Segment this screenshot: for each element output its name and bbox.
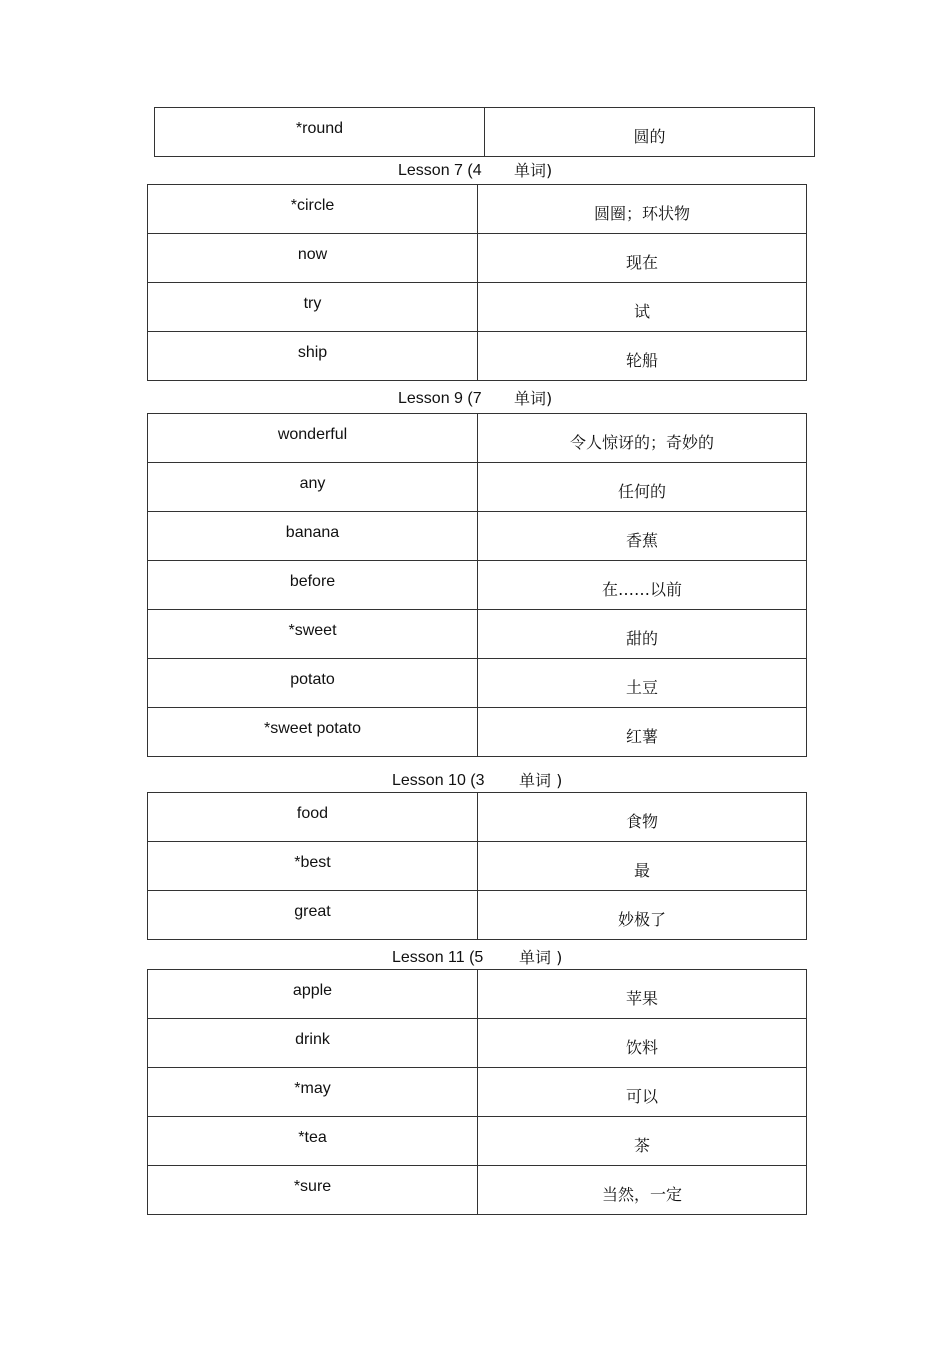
chinese-meaning: 圆圈；环状物 (478, 185, 807, 234)
table-row (155, 108, 815, 157)
english-word: wonderful (148, 414, 478, 463)
table-row (148, 1117, 807, 1166)
table-row (148, 970, 807, 1019)
english-word: *sure (148, 1166, 478, 1215)
english-word: great (148, 891, 478, 940)
vocab-table-lesson-7 (147, 184, 807, 381)
table-row (148, 185, 807, 234)
vocab-table-lesson-10 (147, 792, 807, 940)
lesson-heading-prefix: Lesson 10 (3 (392, 772, 485, 789)
english-word: *tea (148, 1117, 478, 1166)
chinese-meaning: 苹果 (478, 970, 807, 1019)
english-word: banana (148, 512, 478, 561)
table-row (148, 561, 807, 610)
lesson-heading-prefix: Lesson 9 (7 (398, 390, 482, 407)
english-word: *may (148, 1068, 478, 1117)
table-row (148, 891, 807, 940)
english-word: *circle (148, 185, 478, 234)
english-word: ship (148, 332, 478, 381)
table-row (148, 1166, 807, 1215)
chinese-meaning: 试 (478, 283, 807, 332)
vocab-table-lesson-9 (147, 413, 807, 757)
lesson-heading-prefix: Lesson 7 (4 (398, 162, 482, 179)
chinese-meaning: 香蕉 (478, 512, 807, 561)
english-word: *best (148, 842, 478, 891)
english-word: drink (148, 1019, 478, 1068)
chinese-meaning: 任何的 (478, 463, 807, 512)
chinese-meaning: 当然，一定 (478, 1166, 807, 1215)
table-row (148, 512, 807, 561)
lesson-heading-word: 单词 ) (519, 771, 563, 790)
english-word: potato (148, 659, 478, 708)
table-row (148, 793, 807, 842)
chinese-meaning: 最 (478, 842, 807, 891)
english-word: any (148, 463, 478, 512)
chinese-meaning: 食物 (478, 793, 807, 842)
chinese-meaning: 饮料 (478, 1019, 807, 1068)
english-word: try (148, 283, 478, 332)
english-word: before (148, 561, 478, 610)
table-row (148, 1068, 807, 1117)
table-row (148, 283, 807, 332)
table-row (148, 414, 807, 463)
chinese-meaning: 令人惊讶的；奇妙的 (478, 414, 807, 463)
chinese-meaning: 圆的 (485, 108, 815, 157)
english-word: *sweet (148, 610, 478, 659)
table-row (148, 1019, 807, 1068)
table-row (148, 708, 807, 757)
chinese-meaning: 在……以前 (478, 561, 807, 610)
table-row (148, 463, 807, 512)
lesson-heading-prefix: Lesson 11 (5 (392, 949, 484, 966)
lesson-heading-word: 单词) (514, 161, 553, 180)
table-row (148, 234, 807, 283)
table-row (148, 842, 807, 891)
english-word: apple (148, 970, 478, 1019)
english-word: *round (155, 108, 485, 157)
english-word: now (148, 234, 478, 283)
chinese-meaning: 轮船 (478, 332, 807, 381)
english-word: *sweet potato (148, 708, 478, 757)
table-row (148, 332, 807, 381)
chinese-meaning: 土豆 (478, 659, 807, 708)
vocab-table-top (154, 107, 815, 157)
table-row (148, 610, 807, 659)
lesson-heading-word: 单词 ) (519, 948, 563, 967)
vocab-table-lesson-11 (147, 969, 807, 1215)
chinese-meaning: 现在 (478, 234, 807, 283)
chinese-meaning: 甜的 (478, 610, 807, 659)
chinese-meaning: 妙极了 (478, 891, 807, 940)
english-word: food (148, 793, 478, 842)
lesson-heading-word: 单词) (514, 389, 553, 408)
chinese-meaning: 茶 (478, 1117, 807, 1166)
chinese-meaning: 可以 (478, 1068, 807, 1117)
table-row (148, 659, 807, 708)
chinese-meaning: 红薯 (478, 708, 807, 757)
